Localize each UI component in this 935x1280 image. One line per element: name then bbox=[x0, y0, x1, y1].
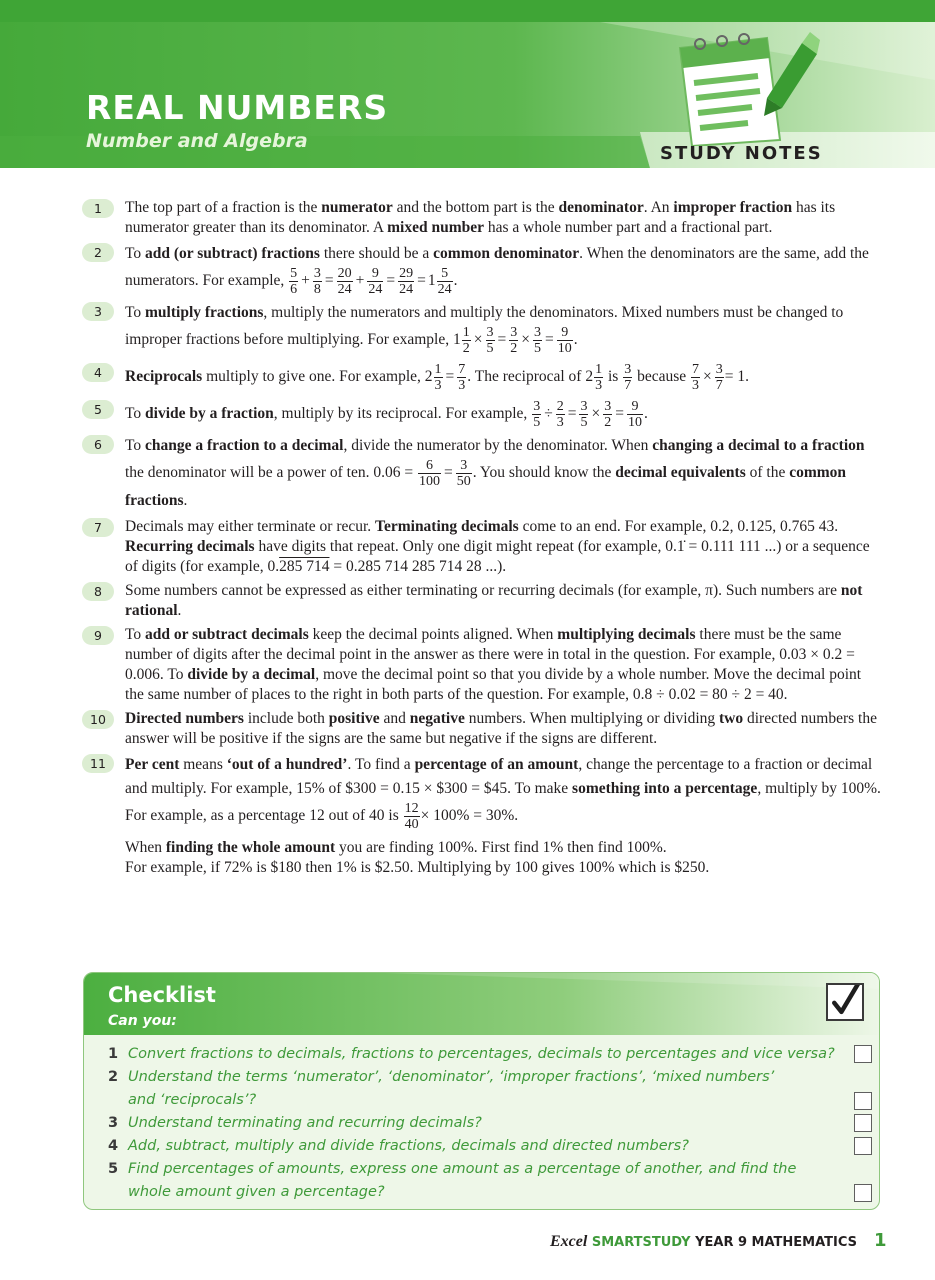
operator: × bbox=[521, 331, 530, 349]
fraction: $\frac{3}{5}$ bbox=[486, 325, 494, 356]
note-text: there should be a bbox=[319, 245, 434, 262]
note-1 bbox=[82, 198, 882, 238]
large-tick-checkbox-icon bbox=[826, 983, 864, 1021]
checklist-item-3 bbox=[108, 1112, 858, 1135]
fraction: $\frac{1}{3}$ bbox=[434, 362, 442, 393]
checklist-checkbox[interactable] bbox=[854, 1045, 872, 1063]
note-text: To bbox=[125, 304, 146, 321]
note-2 bbox=[82, 242, 882, 297]
note-term: mixed number bbox=[387, 219, 485, 236]
operator: × bbox=[703, 368, 712, 386]
notepad-with-marker-icon bbox=[672, 28, 822, 146]
fraction: $\frac{3}{7}$ bbox=[624, 362, 632, 393]
checklist-title: Checklist bbox=[108, 983, 216, 1007]
fraction: $\frac{1}{2}$ bbox=[462, 325, 470, 356]
whole-part: 1 bbox=[453, 331, 461, 349]
fraction: $\frac{3}{2}$ bbox=[604, 399, 612, 430]
fraction: $\frac{12}{40}$ bbox=[404, 801, 419, 832]
fraction: $\frac{20}{24}$ bbox=[337, 266, 352, 297]
operator: = bbox=[445, 368, 455, 386]
fraction: $\frac{9}{10}$ bbox=[627, 399, 642, 430]
checklist-item-number: 4 bbox=[108, 1138, 119, 1154]
operator: × bbox=[473, 331, 483, 349]
fraction: $\frac{3}{5}$ bbox=[580, 399, 588, 430]
note-term: denominator bbox=[558, 199, 644, 216]
study-notes-list bbox=[82, 198, 882, 882]
fraction: $\frac{9}{10}$ bbox=[557, 325, 572, 356]
checklist-checkbox[interactable] bbox=[854, 1092, 872, 1110]
note-text: keep the decimal points aligned. When bbox=[308, 626, 558, 643]
fraction: $\frac{6}{100}$ bbox=[418, 458, 440, 489]
fraction: $\frac{29}{24}$ bbox=[399, 266, 414, 297]
note-term: common denominator bbox=[433, 245, 580, 262]
note-text: , change the percentage to a fraction or decimal and multiply. For example, 15% of $300 = 0.15 × $300 = $45. To make bbox=[125, 756, 873, 797]
note-text: . bbox=[573, 331, 578, 349]
operator: = bbox=[443, 464, 453, 482]
operator: × bbox=[591, 405, 601, 423]
footer-book-title: YEAR 9 MATHEMATICS bbox=[695, 1235, 858, 1250]
checklist-panel bbox=[83, 972, 880, 1210]
note-text: , move the decimal point so that you divide by a whole number. Move the decimal point the same number of places to the right in both parts of the question. For example, 0.8 ÷ 0.02 = 80 ÷ 2 = 40. bbox=[125, 666, 862, 703]
checklist-item-2 bbox=[108, 1066, 858, 1112]
checklist-items bbox=[108, 1043, 858, 1204]
note-term: negative bbox=[409, 710, 465, 727]
note-text: numbers. When multiplying or dividing bbox=[464, 710, 719, 727]
note-number: 1 bbox=[82, 199, 114, 218]
note-term: changing a decimal to a fraction bbox=[652, 437, 865, 454]
fraction: $\frac{5}{24}$ bbox=[437, 266, 452, 297]
checklist-checkbox[interactable] bbox=[854, 1137, 872, 1155]
note-9 bbox=[82, 625, 882, 705]
note-text: you are finding 100%. First find 1% then find 100%. bbox=[335, 839, 667, 856]
note-number: 7 bbox=[82, 518, 114, 537]
whole-part: 2 bbox=[585, 368, 594, 386]
note-term: Recurring decimals bbox=[125, 538, 255, 555]
note-10 bbox=[82, 709, 882, 749]
checklist-item-text: Add, subtract, multiply and divide fractions, decimals and directed numbers? bbox=[128, 1138, 689, 1154]
checklist-item-1 bbox=[108, 1043, 858, 1066]
note-term: multiply fractions bbox=[145, 304, 264, 321]
note-term: something into a percentage bbox=[572, 780, 758, 797]
checklist-item-number: 5 bbox=[108, 1161, 119, 1177]
note-4 bbox=[82, 362, 882, 393]
note-text: To bbox=[125, 437, 146, 454]
note-number: 4 bbox=[82, 363, 114, 382]
fraction: $\frac{7}{3}$ bbox=[458, 362, 466, 393]
operator: = bbox=[497, 331, 507, 349]
checklist-item-text: Understand terminating and recurring decimals? bbox=[128, 1115, 482, 1131]
note-3 bbox=[82, 301, 882, 356]
note-text: . bbox=[177, 602, 182, 619]
note-text: have digits that repeat. Only one digit might repeat (for example, bbox=[254, 538, 666, 555]
note-term: common fractions bbox=[125, 464, 847, 509]
recurring-digits: 285 714 bbox=[279, 558, 330, 575]
note-text: and bbox=[379, 710, 410, 727]
fraction: $\frac{2}{3}$ bbox=[556, 399, 564, 430]
checklist-item-text: Find percentages of amounts, express one amount as a percentage of another, and find the whole amount given a percentage? bbox=[128, 1161, 797, 1200]
note-text: . You should know the bbox=[472, 464, 616, 482]
fraction: $\frac{3}{5}$ bbox=[533, 399, 541, 430]
page-title: REAL NUMBERS bbox=[86, 88, 389, 127]
checklist-item-number: 1 bbox=[108, 1046, 119, 1062]
checklist-subtitle: Can you: bbox=[108, 1013, 177, 1029]
footer-brand-smartstudy: SMARTSTUDY bbox=[591, 1235, 691, 1250]
checklist-item-5 bbox=[108, 1158, 858, 1204]
note-paragraph bbox=[125, 838, 882, 878]
checklist-checkbox[interactable] bbox=[854, 1184, 872, 1202]
recurring-decimal: 0.1̇ bbox=[665, 538, 685, 555]
note-text: × 100% = 30%. bbox=[420, 807, 519, 825]
page-footer bbox=[550, 1233, 890, 1251]
note-number: 9 bbox=[82, 626, 114, 645]
note-number: 3 bbox=[82, 302, 114, 321]
note-text: Some numbers cannot be expressed as either terminating or recurring decimals (for example, π). Such numbers are bbox=[125, 582, 841, 599]
note-term: percentage of an amount bbox=[414, 756, 579, 773]
note-11 bbox=[82, 753, 882, 878]
note-text: . The reciprocal of bbox=[467, 368, 586, 386]
note-text: has its numerator greater than its denominator. A bbox=[125, 199, 836, 236]
note-6 bbox=[82, 434, 882, 513]
fraction: $\frac{3}{8}$ bbox=[313, 266, 321, 297]
note-term: Per cent bbox=[125, 756, 180, 773]
footer-brand-excel: Excel bbox=[550, 1233, 588, 1250]
fraction: $\frac{3}{5}$ bbox=[534, 325, 541, 356]
operator: = bbox=[567, 405, 577, 423]
note-text: is bbox=[604, 368, 623, 386]
note-term: add (or subtract) fractions bbox=[145, 245, 320, 262]
note-text: the denominator will be a power of ten. 0.06 = bbox=[125, 464, 417, 482]
study-notes-tag: STUDY NOTES bbox=[660, 143, 823, 164]
checklist-item-text: Understand the terms ‘numerator’, ‘denominator’, ‘improper fractions’, ‘mixed numbers’ and ‘reciprocals’? bbox=[128, 1069, 775, 1108]
note-term: two bbox=[719, 710, 744, 727]
fraction: $\frac{7}{3}$ bbox=[692, 362, 699, 393]
note-number: 6 bbox=[82, 435, 114, 454]
note-text: because bbox=[633, 368, 690, 386]
note-text: For example, if 72% is $180 then 1% is $2.50. Multiplying by 100 gives 100% which is $250. bbox=[125, 859, 710, 876]
operator: = bbox=[615, 405, 624, 423]
fraction: $\frac{1}{3}$ bbox=[595, 362, 603, 393]
checklist-item-number: 2 bbox=[108, 1069, 119, 1085]
fraction: $\frac{3}{50}$ bbox=[456, 458, 471, 489]
note-term: positive bbox=[328, 710, 380, 727]
note-text: To bbox=[125, 245, 146, 262]
fraction: $\frac{9}{24}$ bbox=[368, 266, 383, 297]
note-text: = 1. bbox=[724, 368, 749, 386]
note-term: finding the whole amount bbox=[165, 839, 336, 856]
note-term: improper fraction bbox=[673, 199, 793, 216]
note-term: divide by a fraction bbox=[145, 405, 274, 423]
note-term: change a fraction to a decimal bbox=[145, 437, 344, 454]
fraction: $\frac{3}{2}$ bbox=[510, 325, 518, 356]
note-term: add or subtract decimals bbox=[145, 626, 309, 643]
note-number: 5 bbox=[82, 400, 114, 419]
note-7 bbox=[82, 517, 882, 577]
note-term: Directed numbers bbox=[125, 710, 244, 727]
note-text: come to an end. For example, 0.2, 0.125, 0.765 43. bbox=[518, 518, 839, 535]
operator: ÷ bbox=[544, 405, 553, 423]
note-text: When bbox=[125, 839, 166, 856]
operator: = bbox=[417, 272, 426, 290]
fraction: $\frac{5}{6}$ bbox=[290, 266, 298, 297]
note-text: has a whole number part and a fractional part. bbox=[484, 219, 773, 236]
note-text: . bbox=[453, 272, 458, 290]
whole-part: 2 bbox=[424, 368, 433, 386]
checklist-checkbox[interactable] bbox=[854, 1114, 872, 1132]
fraction: $\frac{3}{7}$ bbox=[715, 362, 723, 393]
note-text: . When the denominators are the same, add the numerators. For example, bbox=[125, 245, 869, 290]
note-text: , divide the numerator by the denominator. When bbox=[343, 437, 653, 454]
note-term: decimal equivalents bbox=[615, 464, 746, 482]
note-text: and the bottom part is the bbox=[392, 199, 559, 216]
note-text: . An bbox=[643, 199, 674, 216]
operator: = bbox=[545, 331, 554, 349]
note-number: 11 bbox=[82, 754, 114, 773]
note-text: , multiply by its reciprocal. For example, bbox=[273, 405, 532, 423]
note-text: of the bbox=[745, 464, 790, 482]
note-text: The top part of a fraction is the bbox=[125, 199, 322, 216]
note-text: . To find a bbox=[347, 756, 415, 773]
note-text: . bbox=[643, 405, 648, 423]
note-text: Decimals may either terminate or recur. bbox=[125, 518, 376, 535]
whole-part: 1 bbox=[427, 272, 436, 290]
note-text: , multiply the numerators and multiply the denominators. Mixed numbers must be changed to improper fractions before multiplying. For example, bbox=[125, 304, 844, 349]
operator: + bbox=[355, 272, 365, 290]
checklist-item-4 bbox=[108, 1135, 858, 1158]
note-text: , multiply by 100%. For example, as a percentage 12 out of 40 is bbox=[125, 780, 881, 825]
note-term: divide by a decimal bbox=[187, 666, 316, 683]
note-text: multiply to give one. For example, bbox=[202, 368, 425, 386]
note-term: Terminating decimals bbox=[375, 518, 519, 535]
note-text: To bbox=[125, 626, 146, 643]
page-number: 1 bbox=[874, 1230, 887, 1251]
operator: + bbox=[301, 272, 310, 290]
checklist-item-number: 3 bbox=[108, 1115, 119, 1131]
note-8 bbox=[82, 581, 882, 621]
note-text: To bbox=[125, 405, 146, 423]
note-text: = 0.111 111 ...) or a sequence of digits (for example, 0. bbox=[125, 538, 870, 575]
note-text: there must be the same number of digits after the decimal point in the answer as there were in total in the question. For example, 0.03 × 0.2 = 0.006. To bbox=[125, 626, 855, 683]
note-number: 8 bbox=[82, 582, 114, 601]
page-subtitle: Number and Algebra bbox=[86, 130, 308, 152]
note-number: 10 bbox=[82, 710, 114, 729]
note-term: multiplying decimals bbox=[557, 626, 696, 643]
note-text: directed numbers the answer will be positive if the signs are the same but negative if the signs are different. bbox=[125, 710, 877, 747]
note-text: include both bbox=[243, 710, 329, 727]
note-text: means bbox=[179, 756, 227, 773]
note-term: Reciprocals bbox=[125, 368, 203, 386]
note-number: 2 bbox=[82, 243, 114, 262]
note-term: ‘out of a hundred’ bbox=[226, 756, 348, 773]
note-text: . bbox=[183, 492, 188, 509]
note-term: not rational bbox=[125, 582, 863, 619]
note-text: = 0.285 714 285 714 28 ...). bbox=[329, 558, 507, 575]
operator: = bbox=[386, 272, 396, 290]
page-header bbox=[0, 0, 935, 168]
note-term: numerator bbox=[321, 199, 393, 216]
note-5 bbox=[82, 399, 882, 430]
checklist-item-text: Convert fractions to decimals, fractions to percentages, decimals to percentages and vice versa? bbox=[128, 1046, 835, 1062]
operator: = bbox=[324, 272, 334, 290]
